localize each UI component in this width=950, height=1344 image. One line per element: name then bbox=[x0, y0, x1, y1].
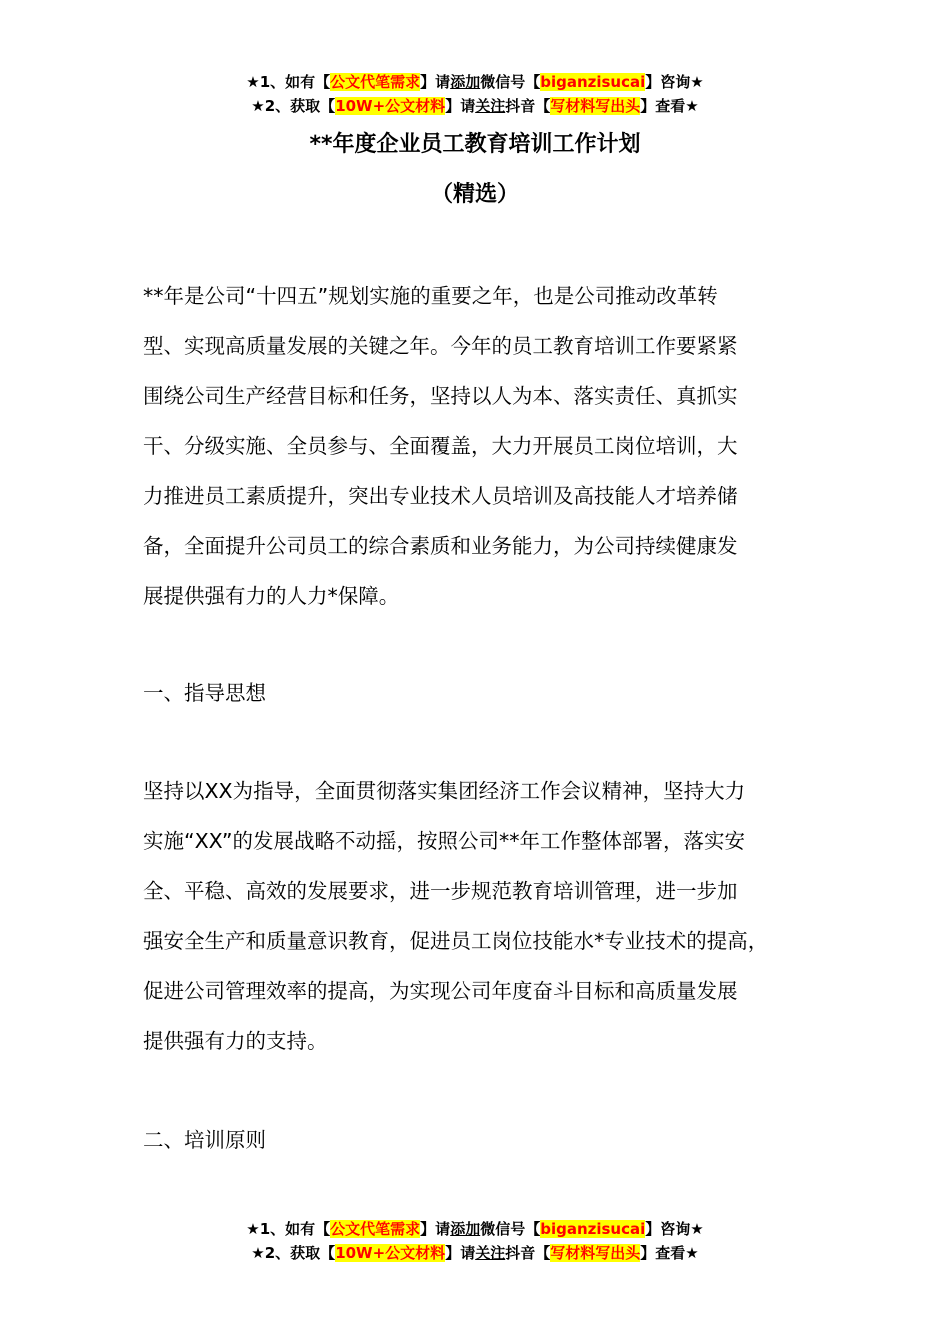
promo-line-2: ★2、获取【10W+公文材料】请关注抖音【写材料写出头】查看★ bbox=[251, 1244, 699, 1262]
highlight-wechat-id: biganzisucai bbox=[540, 1220, 646, 1238]
paragraph-line: 围绕公司生产经营目标和任务，坚持以人为本、落实责任、真抓实 bbox=[143, 384, 738, 408]
highlight-douyin-account: 写材料写出头 bbox=[550, 97, 641, 115]
paragraph-line: 干、分级实施、全员参与、全面覆盖，大力开展员工岗位培训，大 bbox=[143, 434, 738, 458]
intro-paragraph bbox=[143, 271, 823, 621]
paragraph-line: 坚持以XX为指导，全面贯彻落实集团经济工作会议精神，坚持大力 bbox=[143, 779, 746, 803]
promo-line-1: ★1、如有【公文代笔需求】请添加微信号【biganzisucai】咨询★ bbox=[246, 1220, 704, 1238]
paragraph-line: 强安全生产和质量意识教育，促进员工岗位技能水*专业技术的提高， bbox=[143, 929, 769, 953]
highlight-materials: 10W+公文材料 bbox=[335, 97, 446, 115]
paragraph-line: 备，全面提升公司员工的综合素质和业务能力，为公司持续健康发 bbox=[143, 534, 738, 558]
highlight-ghostwriting: 公文代笔需求 bbox=[330, 73, 421, 91]
paragraph-line: **年是公司“十四五”规划实施的重要之年，也是公司推动改革转 bbox=[143, 284, 718, 308]
promo-line-2: ★2、获取【10W+公文材料】请关注抖音【写材料写出头】查看★ bbox=[251, 97, 699, 115]
promo-line-1: ★1、如有【公文代笔需求】请添加微信号【biganzisucai】咨询★ bbox=[246, 73, 704, 91]
guiding-ideology-paragraph bbox=[143, 766, 823, 1066]
section-heading-guiding-ideology: 一、指导思想 bbox=[143, 681, 266, 705]
highlight-douyin-account: 写材料写出头 bbox=[550, 1244, 641, 1262]
promo-banner-top bbox=[0, 70, 950, 118]
paragraph-line: 促进公司管理效率的提高，为实现公司年度奋斗目标和高质量发展 bbox=[143, 979, 738, 1003]
promo-banner-bottom bbox=[0, 1217, 950, 1265]
document-subtitle: （精选） bbox=[430, 182, 519, 207]
paragraph-line: 展提供强有力的人力*保障。 bbox=[143, 584, 400, 608]
paragraph-line: 型、实现高质量发展的关键之年。今年的员工教育培训工作要紧紧 bbox=[143, 334, 738, 358]
document-title: **年度企业员工教育培训工作计划 bbox=[309, 132, 641, 157]
paragraph-line: 实施“XX”的发展战略不动摇，按照公司**年工作整体部署，落实安 bbox=[143, 829, 745, 853]
paragraph-line: 全、平稳、高效的发展要求，进一步规范教育培训管理，进一步加 bbox=[143, 879, 738, 903]
highlight-wechat-id: biganzisucai bbox=[540, 73, 646, 91]
paragraph-line: 力推进员工素质提升，突出专业技术人员培训及高技能人才培养储 bbox=[143, 484, 738, 508]
paragraph-line: 提供强有力的支持。 bbox=[143, 1029, 328, 1053]
section-heading-training-principles: 二、培训原则 bbox=[143, 1128, 266, 1152]
highlight-materials: 10W+公文材料 bbox=[335, 1244, 446, 1262]
highlight-ghostwriting: 公文代笔需求 bbox=[330, 1220, 421, 1238]
